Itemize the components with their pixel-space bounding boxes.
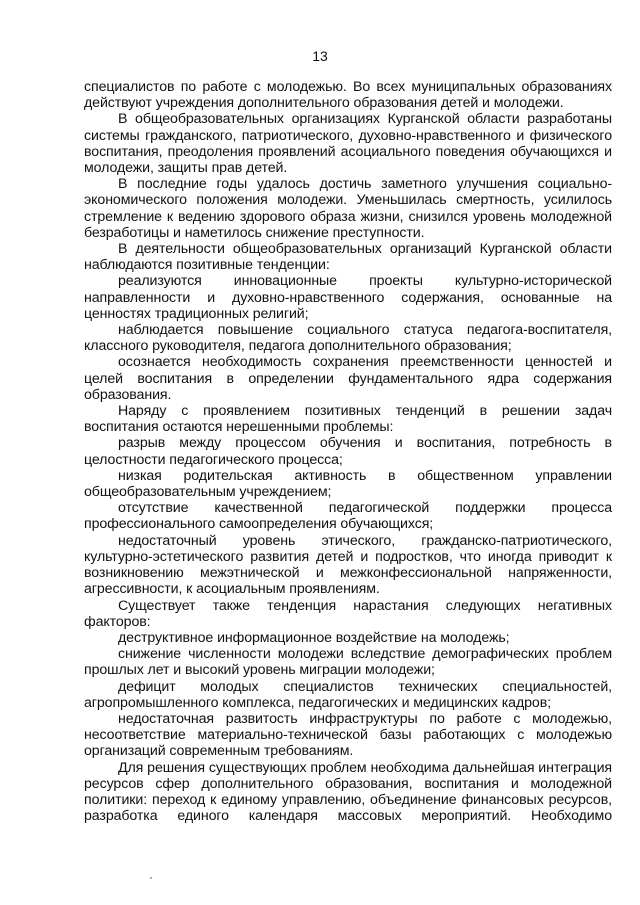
list-item: отсутствие качественной педагогической поддержки процесса профессионального самоопределения обучающихся;	[84, 500, 612, 533]
paragraph: специалистов по работе с молодежью. Во всех муниципальных образованиях действуют учреждения дополнительного образования детей и молодежи.	[84, 79, 612, 112]
paragraph: Наряду с проявлением позитивных тенденций в решении задач воспитания остаются нерешенными проблемы:	[84, 403, 612, 436]
paragraph: В последние годы удалось достичь заметного улучшения социально-экономического положения молодежи. Уменьшилась смертность, усилилось стремление к ведению здорового образа жизни, снизился уровень молодежной безработицы и наметилось снижение преступности.	[84, 176, 612, 241]
paragraph: В деятельности общеобразовательных организаций Курганской области наблюдаются позитивные тенденции:	[84, 241, 612, 274]
list-item: реализуются инновационные проекты культурно-исторической направленности и духовно-нравственного содержания, основанные на ценностях традиционных религий;	[84, 273, 612, 322]
list-item: снижение численности молодежи вследствие демографических проблем прошлых лет и высокий уровень миграции молодежи;	[84, 646, 612, 679]
list-item: низкая родительская активность в общественном управлении общеобразовательным учреждением;	[84, 467, 612, 501]
paragraph: В общеобразовательных организациях Курганской области разработаны системы гражданского, патриотического, духовно-нравственного и физического воспитания, преодоления проявлений асоциального поведения обучающихся и молодежи, защиты прав детей.	[84, 111, 612, 177]
list-item: недостаточная развитость инфраструктуры по работе с молодежью, несоответствие материально-технической базы работающих с молодежью организаций современным требованиям.	[84, 710, 612, 760]
paragraph: Существует также тенденция нарастания следующих негативных факторов:	[84, 597, 612, 630]
list-item: наблюдается повышение социального статуса педагога-воспитателя, классного руководителя, педагога дополнительного образования;	[84, 322, 612, 355]
scan-speck	[150, 877, 152, 879]
page-number: 13	[312, 48, 328, 64]
list-item: дефицит молодых специалистов технических специальностей, агропромышленного комплекса, педагогических и медицинских кадров;	[84, 678, 612, 711]
body-text	[84, 79, 612, 824]
paragraph: Для решения существующих проблем необходима дальнейшая интеграция ресурсов сфер дополнительного образования, воспитания и молодежной политики: переход к единому управлению, объединение финансовых ресурсов, разработка единого календаря массовых мероприятий. Необходимо	[84, 759, 612, 825]
list-item: разрыв между процессом обучения и воспитания, потребность в целостности педагогического процесса;	[84, 435, 612, 468]
list-item: недостаточный уровень этического, гражданско-патриотического, культурно-эстетического развития детей и подростков, что иногда приводит к возникновению межэтнической и межконфессиональной напряженности, агрессивности, к асоциальным проявлениям.	[84, 532, 612, 598]
list-item: осознается необходимость сохранения преемственности ценностей и целей воспитания в определении фундаментального ядра содержания образования.	[84, 354, 612, 403]
list-item: деструктивное информационное воздействие на молодежь;	[118, 629, 510, 646]
